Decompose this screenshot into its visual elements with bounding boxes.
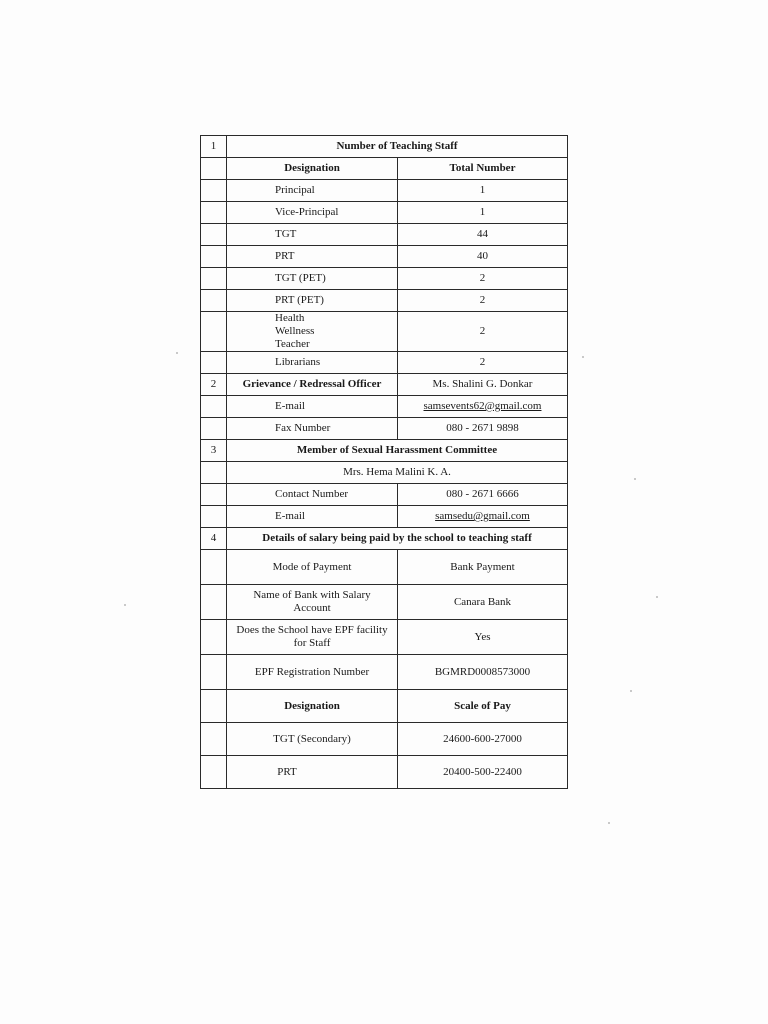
email-label: E-mail	[227, 506, 398, 528]
salary-label: EPF Registration Number	[227, 655, 398, 690]
empty-cell	[201, 418, 227, 440]
scan-speck	[582, 356, 584, 358]
salary-value: Yes	[398, 620, 568, 655]
empty-cell	[201, 756, 227, 789]
designation-cell: PRT	[227, 246, 398, 268]
scan-speck	[124, 604, 126, 606]
designation-cell: Principal	[227, 180, 398, 202]
designation-header: Designation	[227, 158, 398, 180]
designation-cell: TGT (PET)	[227, 268, 398, 290]
table-row	[201, 290, 568, 312]
empty-cell	[201, 690, 227, 723]
table-row	[201, 224, 568, 246]
pay-header-row	[201, 690, 568, 723]
school-staff-info-table	[200, 135, 568, 789]
scan-speck	[634, 478, 636, 480]
empty-cell	[201, 202, 227, 224]
empty-cell	[201, 550, 227, 585]
committee-member-name: Mrs. Hema Malini K. A.	[227, 462, 568, 484]
empty-cell	[201, 462, 227, 484]
table-row	[201, 352, 568, 374]
contact-label: Contact Number	[227, 484, 398, 506]
salary-label: Mode of Payment	[227, 550, 398, 585]
table-row	[201, 655, 568, 690]
total-cell: 1	[398, 202, 568, 224]
total-cell: 2	[398, 312, 568, 352]
empty-cell	[201, 506, 227, 528]
empty-cell	[201, 655, 227, 690]
salary-value: BGMRD0008573000	[398, 655, 568, 690]
table-row	[201, 723, 568, 756]
section-title: Member of Sexual Harassment Committee	[227, 440, 568, 462]
table-row	[201, 506, 568, 528]
empty-cell	[201, 312, 227, 352]
section-2-header-row	[201, 374, 568, 396]
designation-cell: Health Wellness Teacher	[227, 312, 398, 352]
section-1-header-row	[201, 136, 568, 158]
salary-value: Bank Payment	[398, 550, 568, 585]
section-number: 1	[201, 136, 227, 158]
scan-speck	[656, 596, 658, 598]
salary-label: Does the School have EPF facility for Staff	[227, 620, 398, 655]
table-row	[201, 585, 568, 620]
empty-cell	[201, 180, 227, 202]
empty-cell	[201, 620, 227, 655]
pay-scale-cell: 20400-500-22400	[398, 756, 568, 789]
designation-cell: Librarians	[227, 352, 398, 374]
total-cell: 40	[398, 246, 568, 268]
empty-cell	[201, 396, 227, 418]
section-title: Grievance / Redressal Officer	[227, 374, 398, 396]
section-title: Number of Teaching Staff	[227, 136, 568, 158]
table-row	[201, 756, 568, 789]
table-row	[201, 462, 568, 484]
designation-cell: PRT (PET)	[227, 290, 398, 312]
table-row	[201, 484, 568, 506]
designation-cell: TGT	[227, 224, 398, 246]
empty-cell	[201, 352, 227, 374]
table-row	[201, 268, 568, 290]
empty-cell	[201, 224, 227, 246]
section-number: 2	[201, 374, 227, 396]
section-number: 4	[201, 528, 227, 550]
officer-name: Ms. Shalini G. Donkar	[398, 374, 568, 396]
section-number: 3	[201, 440, 227, 462]
total-cell: 44	[398, 224, 568, 246]
scale-of-pay-header: Scale of Pay	[398, 690, 568, 723]
scan-speck	[608, 822, 610, 824]
table-row	[201, 620, 568, 655]
table-row	[201, 418, 568, 440]
fax-label: Fax Number	[227, 418, 398, 440]
designation-header: Designation	[227, 690, 398, 723]
column-header-row	[201, 158, 568, 180]
empty-cell	[201, 585, 227, 620]
total-cell: 1	[398, 180, 568, 202]
salary-value: Canara Bank	[398, 585, 568, 620]
scan-speck	[176, 352, 178, 354]
pay-designation-cell: PRT	[227, 756, 398, 789]
pay-designation-cell: TGT (Secondary)	[227, 723, 398, 756]
empty-cell	[201, 158, 227, 180]
designation-cell: Vice-Principal	[227, 202, 398, 224]
empty-cell	[201, 484, 227, 506]
scan-speck	[630, 690, 632, 692]
section-4-header-row	[201, 528, 568, 550]
table-row	[201, 312, 568, 352]
total-cell: 2	[398, 268, 568, 290]
officer-email-link[interactable]: samsevents62@gmail.com	[398, 396, 568, 418]
table-row	[201, 550, 568, 585]
fax-number: 080 - 2671 9898	[398, 418, 568, 440]
email-label: E-mail	[227, 396, 398, 418]
total-cell: 2	[398, 290, 568, 312]
table-row	[201, 180, 568, 202]
section-3-header-row	[201, 440, 568, 462]
empty-cell	[201, 246, 227, 268]
table-row	[201, 396, 568, 418]
total-number-header: Total Number	[398, 158, 568, 180]
table-row	[201, 202, 568, 224]
empty-cell	[201, 290, 227, 312]
table-row	[201, 246, 568, 268]
total-cell: 2	[398, 352, 568, 374]
empty-cell	[201, 268, 227, 290]
committee-email-link[interactable]: samsedu@gmail.com	[398, 506, 568, 528]
empty-cell	[201, 723, 227, 756]
salary-label: Name of Bank with Salary Account	[227, 585, 398, 620]
section-title: Details of salary being paid by the school to teaching staff	[227, 528, 568, 550]
contact-number: 080 - 2671 6666	[398, 484, 568, 506]
pay-scale-cell: 24600-600-27000	[398, 723, 568, 756]
